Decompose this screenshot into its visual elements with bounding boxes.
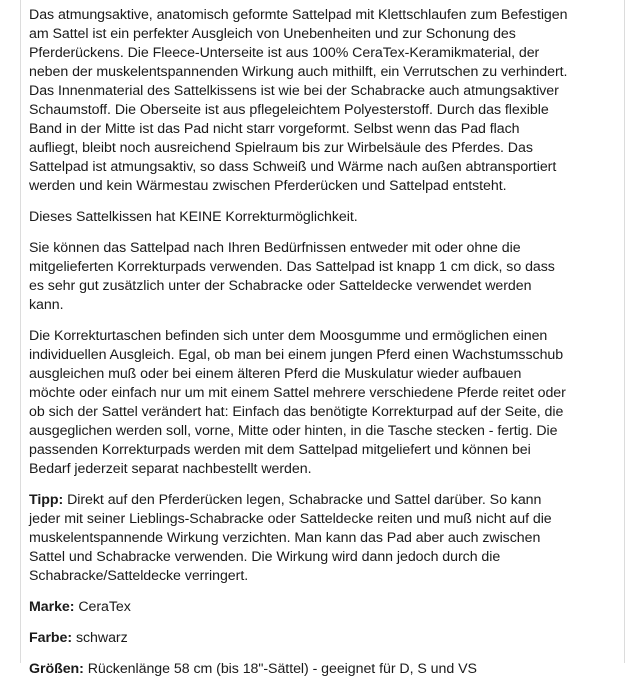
product-description-panel xyxy=(20,0,625,677)
description-paragraph-correction-pockets: Die Korrekturtaschen befinden sich unter dem Moosgumme und ermöglichen einen individuellen Ausgleich. Egal, ob man bei einem jungen Pferd einen Wachstumsschub ausgleichen muß oder bei einem älteren Pferd die Muskulatur wieder aufbauen möchte oder einfach nur um mit einem Sattel mehrere verschiedene Pferde reitet oder ob sich der Sattel verändert hat: Einfach das benötigte Korrekturpad auf der Seite, die ausgeglichen werden soll, vorne, Mitte oder hinten, in die Tasche stecken - fertig. Die passenden Korrekturpads werden mit dem Sattelpad mitgeliefert und können bei Bedarf jederzeit separat nachbestellt werden. xyxy=(29,328,566,477)
description-paragraph-materials: Das atmungsaktive, anatomisch geformte Sattelpad mit Klettschlaufen zum Befestigen am Sattel ist ein perfekter Ausgleich von Unebenheiten und zur Schonung des Pferderückens. Die Fleece-Unterseite ist aus 100% CeraTex-Keramikmaterial, der neben der muskelentspannenden Wirkung auch mithilft, ein Verrutschen zu verhindert. Das Innenmaterial des Sattelkissens ist wie bei der Schabracke auch atmungsaktiver Schaumstoff. Die Oberseite ist aus pflegeleichtem Polyesterstoff. Durch das flexible Band in der Mitte ist das Pad nicht starr vorgeformt. Selbst wenn das Pad flach aufliegt, bleibt noch ausreichend Spielraum bis zur Wirbelsäule des Pferdes. Das Sattelpad ist atmungsaktiv, so dass Schweiß und Wärme nach außen abtransportiert werden und kein Wärmestau zwischen Pferderücken und Sattelpad entsteht. xyxy=(29,7,568,194)
spec-color xyxy=(29,629,624,648)
spec-size xyxy=(29,660,624,679)
spec-brand-label: Marke: xyxy=(29,599,75,615)
tip-label: Tipp: xyxy=(29,492,64,508)
description-paragraph-usage: Sie können das Sattelpad nach Ihren Bedürfnissen entweder mit oder ohne die mitgelieferten Korrekturpads verwenden. Das Sattelpad ist knapp 1 cm dick, so dass es sehr gut zusätzlich unter der Schabracke oder Satteldecke verwendet werden kann. xyxy=(29,240,555,313)
description-content xyxy=(29,6,624,691)
spec-brand-value: CeraTex xyxy=(74,599,131,615)
spec-brand xyxy=(29,598,624,617)
spec-color-label: Farbe: xyxy=(29,630,73,646)
tip-paragraph xyxy=(29,491,624,586)
tip-text: Direkt auf den Pferderücken legen, Schabracke und Sattel darüber. So kann jeder mit seiner Lieblings-Schabracke oder Satteldecke reiten und muß nicht auf die muskelentspannende Wirkung verzichten. Man kann das Pad aber auch zwischen Sattel und Schabracke verwenden. Die Wirkung wird dann jedoch durch die Schabracke/Satteldecke verringert. xyxy=(29,492,552,584)
spec-size-label: Größen: xyxy=(29,661,84,677)
description-paragraph-no-correction: Dieses Sattelkissen hat KEINE Korrekturmöglichkeit. xyxy=(29,209,358,225)
spec-size-value: Rückenlänge 58 cm (bis 18"-Sättel) - geeignet für D, S und VS xyxy=(83,661,477,677)
spec-color-value: schwarz xyxy=(72,630,128,646)
